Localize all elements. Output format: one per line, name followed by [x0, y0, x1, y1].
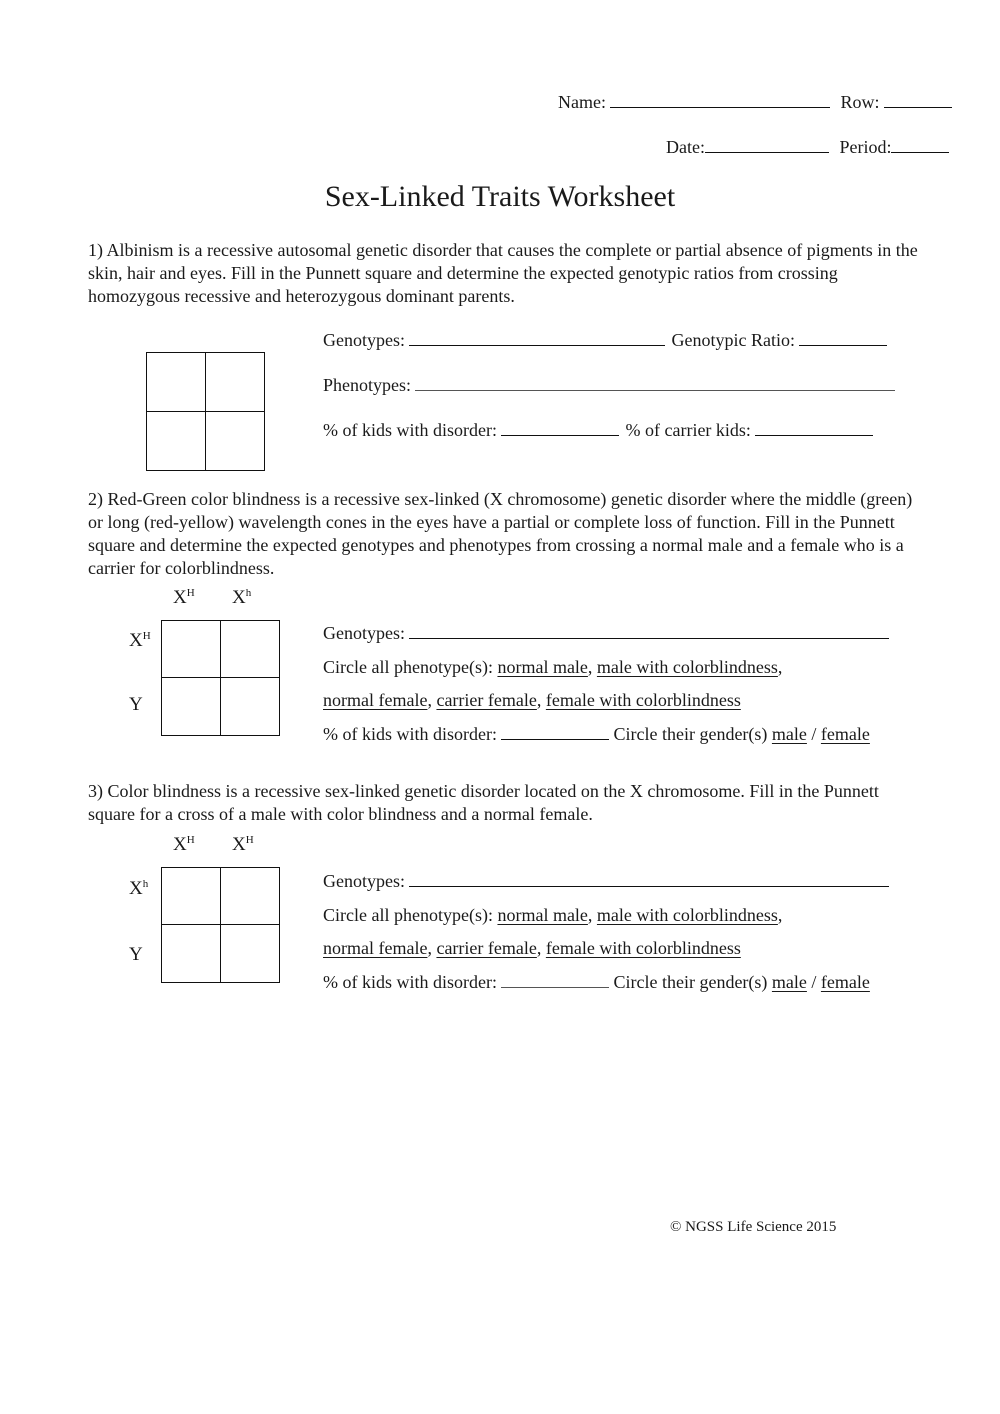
q1-phenotypes-row — [323, 375, 895, 396]
option-female[interactable]: female — [820, 972, 870, 992]
punnett-cell[interactable] — [221, 925, 280, 982]
gender-separator: / — [811, 724, 817, 744]
pct-disorder-label: % of kids with disorder: — [323, 972, 497, 992]
option-normal-female[interactable]: normal female — [323, 938, 428, 958]
date-row — [666, 137, 949, 158]
punnett-cell[interactable] — [206, 412, 265, 471]
phenotypes-label: Phenotypes: — [323, 375, 411, 395]
q3-genotypes-row — [323, 871, 889, 892]
q2-col1-allele: $X^H$ — [173, 587, 195, 608]
date-field[interactable] — [705, 138, 829, 153]
date-label: Date: — [666, 137, 705, 157]
q2-row1-allele: $X^H$ — [129, 630, 151, 651]
punnett-cell[interactable] — [147, 353, 206, 412]
row-field[interactable] — [884, 93, 952, 108]
option-normal-male[interactable]: normal male — [497, 657, 588, 677]
q2-col2-allele: $X^h$ — [232, 587, 252, 608]
punnett-cell[interactable] — [162, 678, 221, 735]
genotypes-label: Genotypes: — [323, 871, 405, 891]
pct-disorder-field[interactable] — [501, 421, 619, 436]
q2-phenotype-row-2: normal female, carrier female, female with colorblindness — [323, 690, 741, 710]
punnett-cell[interactable] — [162, 925, 221, 982]
circle-phenotypes-label: Circle all phenotype(s): — [323, 657, 493, 677]
q2-row2-allele: Y — [129, 694, 143, 715]
option-female-colorblind[interactable]: female with colorblindness — [545, 690, 741, 710]
genotypes-field[interactable] — [409, 624, 889, 639]
name-row — [558, 92, 952, 113]
circle-phenotypes-label: Circle all phenotype(s): — [323, 905, 493, 925]
q2-genotypes-row — [323, 623, 889, 644]
q3-percent-row — [323, 972, 870, 993]
q2-punnett-square[interactable] — [161, 620, 280, 736]
punnett-cell[interactable] — [221, 868, 280, 925]
option-female[interactable]: female — [820, 724, 870, 744]
q3-text: 3) Color blindness is a recessive sex-linked genetic disorder located on the X chromosome. Fill in the Punnett square for a cross of a male with color blindness and a normal female. — [88, 781, 879, 824]
option-carrier-female[interactable]: carrier female — [436, 690, 537, 710]
option-male[interactable]: male — [771, 724, 807, 744]
punnett-cell[interactable] — [221, 678, 280, 735]
q1-genotypes-row — [323, 330, 887, 351]
option-male-colorblind[interactable]: male with colorblindness — [596, 905, 778, 925]
q1-percent-row — [323, 420, 873, 441]
q3-phenotype-row-1: Circle all phenotype(s): normal male, male with colorblindness, — [323, 905, 783, 925]
q2-text: 2) Red-Green color blindness is a recessive sex-linked (X chromosome) genetic disorder where the middle (green) or long (red-yellow) wavelength cones in the eyes have a partial or complete loss of function. Fill in the Punnett square and determine the expected genotypes and phenotypes from crossing a normal male and a female who is a carrier for colorblindness. — [88, 489, 913, 578]
page-title: Sex-Linked Traits Worksheet — [324, 180, 676, 213]
q1-text: 1) Albinism is a recessive autosomal genetic disorder that causes the complete or partial absence of pigments in the skin, hair and eyes. Fill in the Punnett square and determine the expected genotypic ratios from crossing homozygous recessive and heterozygous dominant parents. — [88, 240, 918, 306]
punnett-cell[interactable] — [162, 621, 221, 678]
punnett-cell[interactable] — [147, 412, 206, 471]
genotypic-ratio-field[interactable] — [799, 331, 887, 346]
genotypes-field[interactable] — [409, 872, 889, 887]
period-label: Period: — [839, 137, 892, 157]
genotypes-label: Genotypes: — [323, 623, 405, 643]
pct-carrier-label: % of carrier kids: — [625, 420, 751, 440]
name-label: Name: — [558, 92, 606, 112]
genotypic-ratio-label: Genotypic Ratio: — [671, 330, 795, 350]
q3-punnett-square[interactable] — [161, 867, 280, 983]
phenotypes-field[interactable] — [415, 376, 895, 391]
pct-disorder-label: % of kids with disorder: — [323, 420, 497, 440]
q3-phenotype-row-2: normal female, carrier female, female with colorblindness — [323, 938, 741, 958]
q3-row1-allele: $X^h$ — [129, 878, 149, 899]
pct-disorder-field[interactable] — [501, 725, 609, 740]
option-normal-female[interactable]: normal female — [323, 690, 428, 710]
q1-punnett-square[interactable] — [146, 352, 265, 471]
gender-label: Circle their gender(s) — [613, 972, 768, 992]
row-label: Row: — [840, 92, 880, 112]
q3-row2-allele: Y — [129, 944, 143, 965]
option-male-colorblind[interactable]: male with colorblindness — [596, 657, 778, 677]
option-carrier-female[interactable]: carrier female — [436, 938, 537, 958]
q2-phenotype-row-1: Circle all phenotype(s): normal male, male with colorblindness, — [323, 657, 783, 677]
q3-col2-allele: $X^H$ — [232, 834, 254, 855]
pct-disorder-label: % of kids with disorder: — [323, 724, 497, 744]
option-female-colorblind[interactable]: female with colorblindness — [545, 938, 741, 958]
gender-separator: / — [811, 972, 817, 992]
name-field[interactable] — [610, 93, 830, 108]
genotypes-label: Genotypes: — [323, 330, 405, 350]
pct-disorder-field[interactable] — [501, 973, 609, 988]
gender-label: Circle their gender(s) — [613, 724, 768, 744]
pct-carrier-field[interactable] — [755, 421, 873, 436]
q2-percent-row — [323, 724, 870, 745]
option-normal-male[interactable]: normal male — [497, 905, 588, 925]
punnett-cell[interactable] — [221, 621, 280, 678]
q3-col1-allele: $X^H$ — [173, 834, 195, 855]
copyright-footer: © NGSS Life Science 2015 — [670, 1219, 837, 1235]
option-male[interactable]: male — [771, 972, 807, 992]
genotypes-field[interactable] — [409, 331, 665, 346]
punnett-cell[interactable] — [206, 353, 265, 412]
period-field[interactable] — [891, 138, 949, 153]
punnett-cell[interactable] — [162, 868, 221, 925]
